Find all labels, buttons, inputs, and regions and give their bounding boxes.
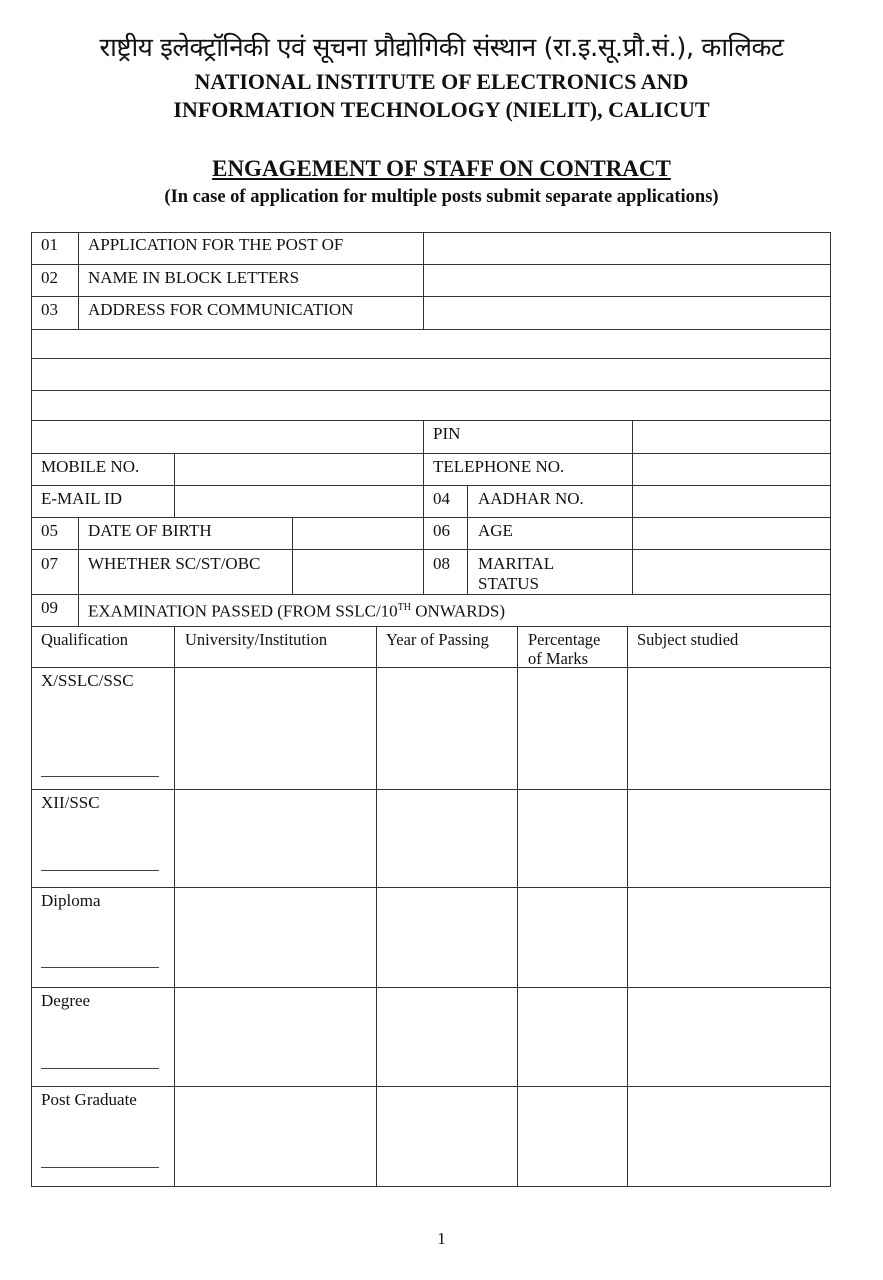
field-number-04: 04 xyxy=(433,489,450,508)
field-number-07: 07 xyxy=(41,554,58,573)
field-number-03: 03 xyxy=(41,300,58,319)
mobile-label: MOBILE NO. xyxy=(41,457,140,476)
hindi-institute-title: राष्ट्रीय इलेक्ट्रॉनिकी एवं सूचना प्रौद्योगिकी संस्थान (रा.इ.सू.प्रौ.सं.), कालिकट xyxy=(99,33,784,63)
field-number-06: 06 xyxy=(433,521,450,540)
row-label-sslc: X/SSLC/SSC xyxy=(41,671,134,690)
header-qualification: Qualification xyxy=(41,630,129,649)
post-applied-label: APPLICATION FOR THE POST OF xyxy=(88,235,344,254)
age-label: AGE xyxy=(478,521,513,540)
header-of-marks: of Marks xyxy=(528,649,589,668)
exam-passed-label xyxy=(88,598,505,621)
institute-name-line-2: INFORMATION TECHNOLOGY (NIELIT), CALICUT xyxy=(173,97,710,122)
page-number: 1 xyxy=(437,1229,446,1248)
row-label-degree: Degree xyxy=(41,991,91,1010)
field-number-01: 01 xyxy=(41,235,58,254)
header-year-of-passing: Year of Passing xyxy=(386,630,489,649)
blank-line xyxy=(41,1068,159,1069)
aadhar-label: AADHAR NO. xyxy=(478,489,584,508)
row-label-diploma: Diploma xyxy=(41,891,101,910)
field-number-08: 08 xyxy=(433,554,450,573)
exam-passed-text: EXAMINATION PASSED (FROM SSLC/10 xyxy=(88,601,398,621)
header-subject-studied: Subject studied xyxy=(637,630,739,649)
blank-line xyxy=(41,776,159,777)
row-label-post-graduate: Post Graduate xyxy=(41,1090,137,1109)
blank-line xyxy=(41,967,159,968)
category-label: WHETHER SC/ST/OBC xyxy=(88,554,261,573)
marital-status-label-line-1: MARITAL xyxy=(478,554,555,573)
pin-label: PIN xyxy=(433,424,461,443)
telephone-label: TELEPHONE NO. xyxy=(433,457,565,476)
email-label: E-MAIL ID xyxy=(41,489,123,508)
row-label-xii: XII/SSC xyxy=(41,793,100,812)
institute-name-line-1: NATIONAL INSTITUTE OF ELECTRONICS AND xyxy=(194,69,689,94)
name-label: NAME IN BLOCK LETTERS xyxy=(88,268,300,287)
form-title: ENGAGEMENT OF STAFF ON CONTRACT xyxy=(212,156,671,181)
exam-passed-superscript: TH xyxy=(397,602,412,613)
header-percentage: Percentage xyxy=(528,630,601,649)
form-subtitle: (In case of application for multiple posts submit separate applications) xyxy=(164,187,719,207)
field-number-02: 02 xyxy=(41,268,58,287)
dob-label: DATE OF BIRTH xyxy=(88,521,212,540)
marital-status-label-line-2: STATUS xyxy=(478,574,539,593)
header-university: University/Institution xyxy=(185,630,328,649)
blank-line xyxy=(41,870,159,871)
exam-passed-text-end: ONWARDS) xyxy=(411,601,506,621)
field-number-05: 05 xyxy=(41,521,58,540)
blank-line xyxy=(41,1167,159,1168)
field-number-09: 09 xyxy=(41,598,58,617)
address-label: ADDRESS FOR COMMUNICATION xyxy=(88,300,354,319)
